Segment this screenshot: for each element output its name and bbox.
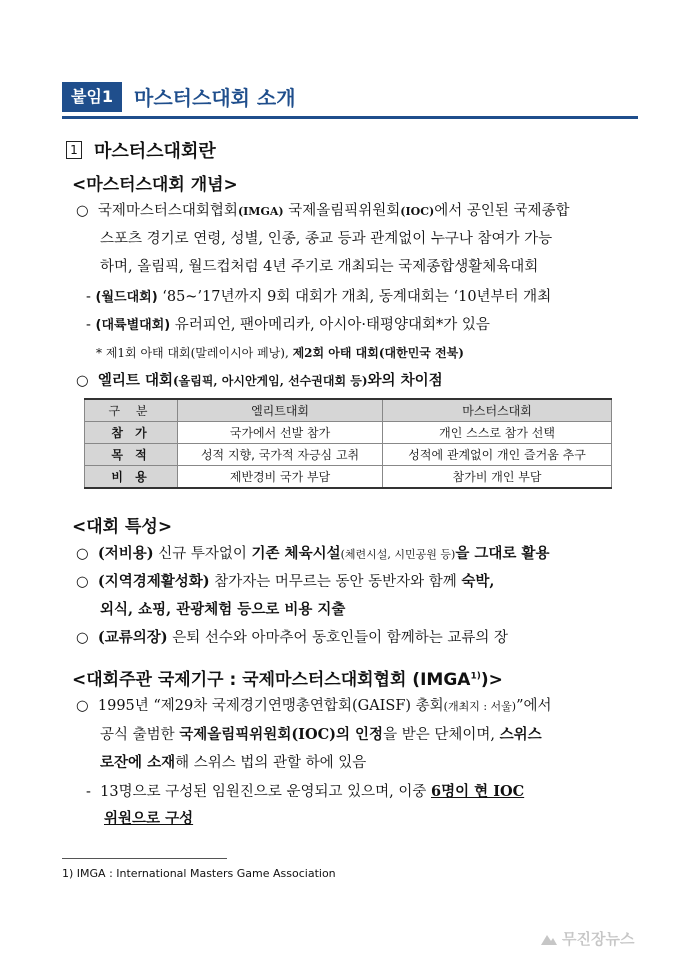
table-row (85, 422, 612, 444)
footnote-ref: 1) (470, 671, 481, 682)
dash: - (86, 784, 91, 800)
org-heading (72, 665, 503, 690)
section-title: 마스터스대회란 (94, 141, 216, 162)
features-heading: <대회 특성> (72, 517, 173, 537)
table-header: 마스터스대회 (383, 399, 612, 422)
continental-text: 유러피언, 팬아메리카, 아시아·태평양대회*가 있음 (170, 317, 490, 333)
text-bold: 스위스 (499, 726, 542, 743)
page-title: 마스터스대회 소개 (134, 86, 296, 110)
text-bold: 로잔에 소재 (100, 754, 176, 771)
text: 신규 투자없이 (153, 546, 252, 562)
watermark (540, 928, 634, 949)
continental-line (86, 311, 490, 340)
feature-local-economy-line2 (100, 595, 345, 625)
dash: - (86, 289, 91, 305)
table-row (85, 444, 612, 466)
feature-label: (교류의장) (97, 629, 168, 646)
bullet-circle: ○ (76, 630, 89, 646)
text-bold: 국제올림픽위원회(IOC)의 인정 (179, 726, 384, 743)
text-bold: 기존 체육시설 (251, 545, 341, 562)
text-bold-underline: 6명이 현 IOC (430, 783, 525, 800)
table-row-header: 참 가 (85, 422, 178, 444)
concept-heading: <마스터스대회 개념> (72, 175, 238, 195)
text: 참가자는 머무르는 동안 동반자와 함께 (209, 574, 462, 590)
text-bold: 을 그대로 활용 (455, 545, 550, 562)
concept-line2: 스포츠 경기로 연령, 성별, 인종, 종교 등과 관계없이 누구나 참여가 가능 (100, 231, 553, 247)
world-games-line (86, 283, 551, 312)
feature-exchange (76, 623, 508, 653)
table-cell: 국가에서 선발 참가 (178, 422, 383, 444)
elite-label: 엘리트 대회 (97, 372, 173, 389)
bullet-circle: ○ (76, 546, 89, 562)
org-heading-close: )> (480, 670, 503, 690)
watermark-logo-icon (540, 932, 558, 946)
text-small: (개최지 : 서울) (443, 700, 517, 713)
text: 국제마스터스대회협회 (97, 203, 238, 219)
table-cell: 제반경비 국가 부담 (178, 466, 383, 489)
table-row-header: 목 적 (85, 444, 178, 466)
footnote: 1) IMGA : International Masters Game Association (62, 867, 336, 880)
org-dash-line1 (86, 777, 524, 807)
asia-pacific-note (96, 344, 464, 361)
text: 은퇴 선수와 아마추어 동호인들이 함께하는 교류의 장 (167, 630, 509, 646)
table-header: 엘리트대회 (178, 399, 383, 422)
bullet-circle: ○ (76, 698, 89, 714)
elite-difference-line (76, 366, 443, 396)
text: ”에서 (516, 698, 552, 714)
text-bold-underline: 위원으로 구성 (104, 810, 194, 827)
text-bold: 외식, 쇼핑, 관광체험 등으로 비용 지출 (100, 601, 346, 618)
table-row (85, 466, 612, 489)
org-heading-text: <대회주관 국제기구 : 국제마스터스대회협회 (IMGA (72, 670, 471, 690)
note-text: * 제1회 아태 대회(말레이시아 페낭), (96, 346, 293, 360)
continental-label: (대륙별대회) (95, 318, 171, 333)
text: 공식 출범한 (100, 727, 180, 743)
footnote-divider (62, 858, 227, 859)
section-number-box: 1 (66, 141, 82, 159)
bullet-circle: ○ (76, 574, 89, 590)
page-header (62, 80, 296, 113)
table-header: 구 분 (85, 399, 178, 422)
dash: - (86, 317, 91, 333)
text: 해 스위스 법의 관할 하에 있음 (175, 755, 367, 771)
elite-suffix: 와의 차이점 (367, 372, 443, 389)
table-header-row (85, 399, 612, 422)
text: 국제올림픽위원회 (283, 203, 401, 219)
concept-bullet-line1 (76, 197, 569, 226)
org-line3 (100, 748, 366, 778)
bullet-circle: ○ (76, 373, 89, 389)
text: 을 받은 단체이며, (383, 727, 500, 743)
section-heading (66, 137, 216, 163)
table-cell: 성적에 관계없이 개인 즐거움 추구 (383, 444, 612, 466)
header-divider (62, 116, 638, 119)
concept-line3: 하며, 올림픽, 월드컵처럼 4년 주기로 개최되는 국제종합생활체육대회 (100, 259, 539, 275)
org-line2 (100, 720, 542, 750)
attachment-badge: 붙임1 (62, 82, 122, 112)
world-text: ‘85~’17년까지 9회 대회가 개최, 동계대회는 ‘10년부터 개최 (157, 289, 552, 305)
bullet-circle: ○ (76, 203, 89, 219)
feature-label: (지역경제활성화) (97, 573, 210, 590)
org-dash-line2 (104, 804, 193, 834)
comparison-table (84, 398, 612, 489)
text-small: (체련시설, 시민공원 등) (340, 548, 456, 561)
text-bold: 숙박, (461, 573, 495, 590)
table-cell: 참가비 개인 부담 (383, 466, 612, 489)
text: (IOC) (400, 205, 435, 218)
world-label: (월드대회) (95, 290, 158, 305)
watermark-text: 무진장뉴스 (562, 930, 635, 948)
feature-local-economy (76, 567, 494, 597)
feature-low-cost (76, 539, 549, 569)
text: 1995년 “제29차 국제경기연맹총연합회(GAISF) 총회 (97, 698, 444, 714)
feature-label: (저비용) (97, 545, 154, 562)
text: (IMGA) (237, 205, 284, 218)
table-cell: 성적 지향, 국가적 자긍심 고취 (178, 444, 383, 466)
table-row-header: 비 용 (85, 466, 178, 489)
org-line1 (76, 692, 552, 721)
table-cell: 개인 스스로 참가 선택 (383, 422, 612, 444)
text: 에서 공인된 국제종합 (434, 203, 570, 219)
text: 13명으로 구성된 임원진으로 운영되고 있으며, 이중 (100, 784, 431, 800)
elite-examples: (올림픽, 아시안게임, 선수권대회 등) (172, 374, 368, 388)
note-bold: 제2회 아태 대회(대한민국 전북) (292, 346, 464, 360)
